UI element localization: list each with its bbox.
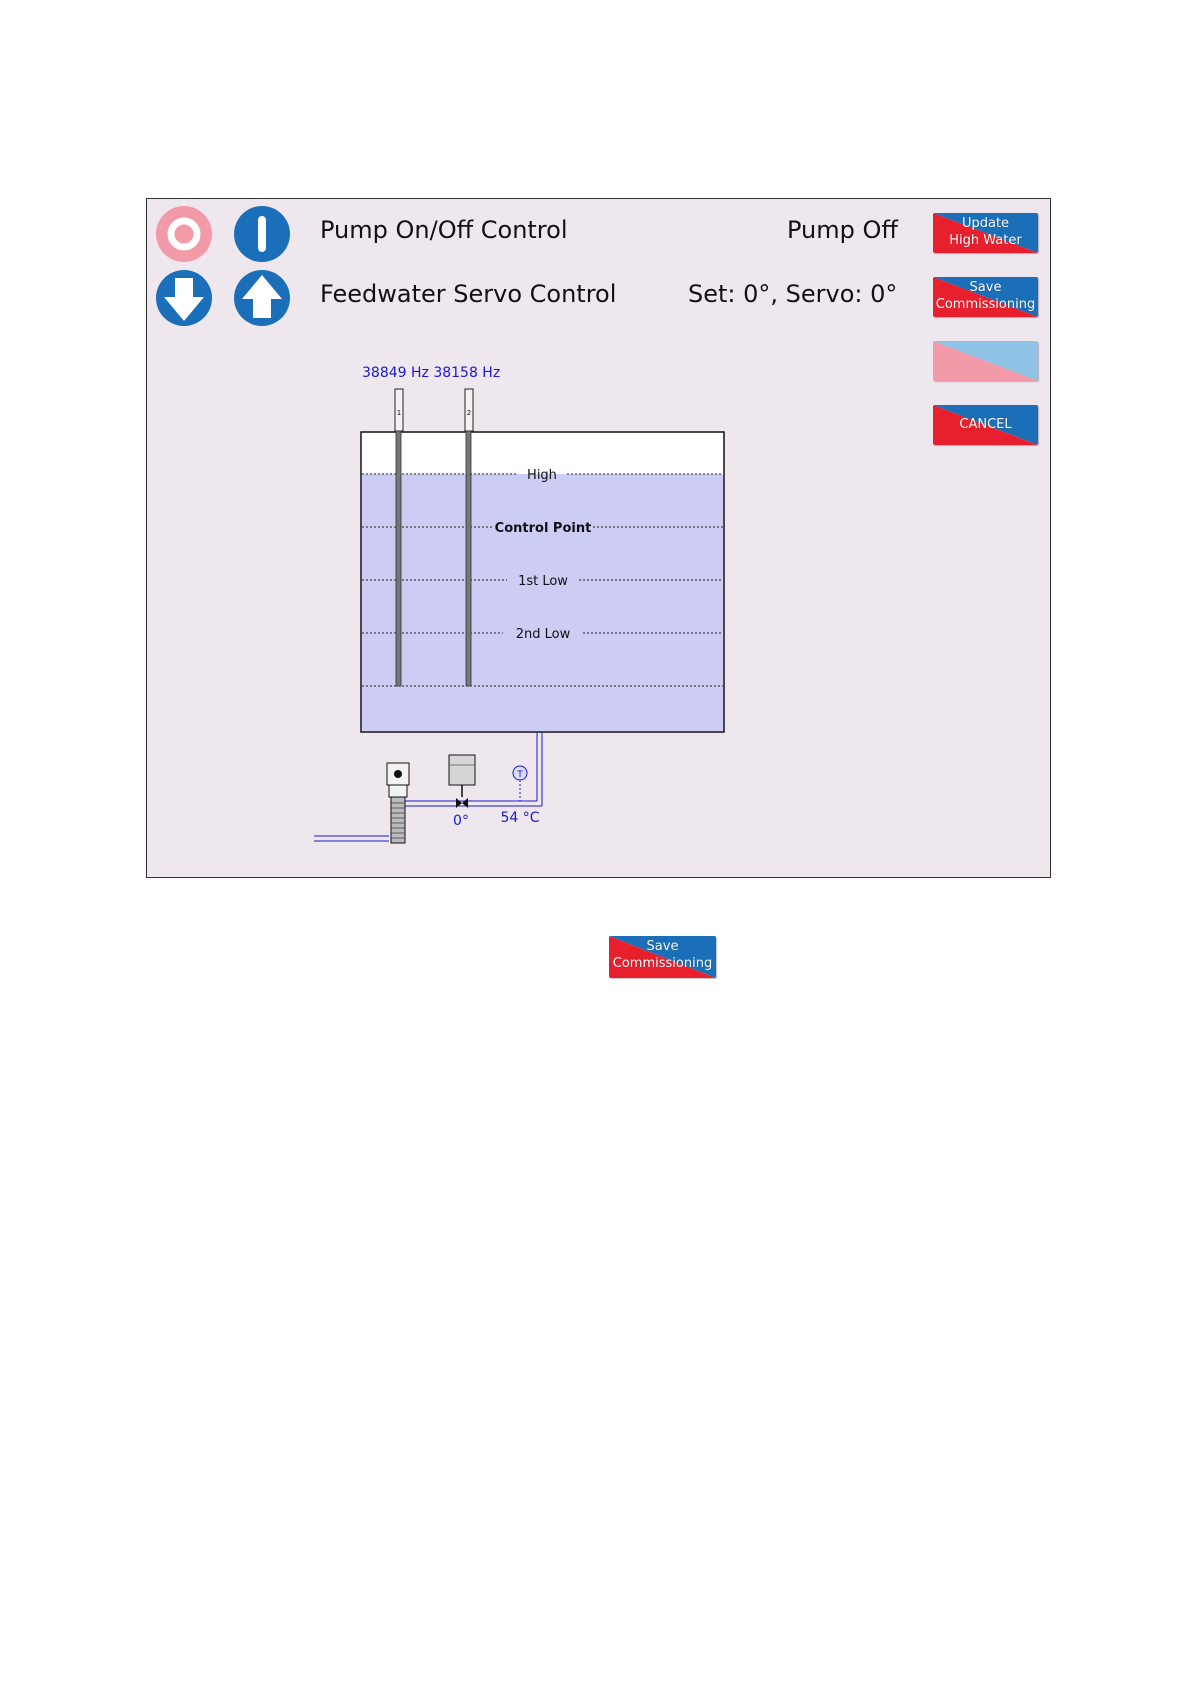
temperature-readout: 54 °C [500, 810, 540, 826]
footer-save-line2: Commissioning [612, 956, 713, 971]
footer-save-commissioning-button[interactable] [609, 936, 716, 978]
probe-frequency-readout: 38849 Hz 38158 Hz [362, 365, 501, 381]
temperature-sensor [513, 766, 527, 801]
valve-angle-readout: 0° [453, 813, 469, 829]
footer-save-line1: Save [646, 939, 679, 954]
save-line1: Save [969, 280, 1002, 295]
update-line1: Update [961, 216, 1010, 231]
cancel-label: CANCEL [959, 417, 1012, 432]
control-panel [146, 198, 1051, 878]
pump-control-label: Pump On/Off Control [320, 216, 568, 244]
servo-status: Set: 0°, Servo: 0° [688, 280, 898, 308]
level-first-low-label: 1st Low [518, 574, 568, 589]
save-line2: Commissioning [935, 297, 1036, 312]
feed-pump [387, 763, 409, 843]
boiler-tank-diagram [147, 199, 1047, 875]
level-control-point-label: Control Point [494, 521, 592, 536]
update-line2: High Water [949, 233, 1022, 248]
svg-text:2: 2 [466, 409, 472, 417]
servo-valve [449, 755, 475, 808]
servo-control-label: Feedwater Servo Control [320, 280, 617, 308]
update-high-water-button[interactable] [933, 213, 1038, 253]
save-commissioning-button[interactable] [933, 277, 1038, 317]
svg-text:T: T [517, 770, 523, 780]
pump-status: Pump Off [787, 216, 898, 244]
svg-text:1: 1 [396, 409, 402, 417]
level-second-low-label: 2nd Low [515, 627, 571, 642]
water-level [362, 474, 723, 731]
level-high-label: High [527, 468, 557, 483]
